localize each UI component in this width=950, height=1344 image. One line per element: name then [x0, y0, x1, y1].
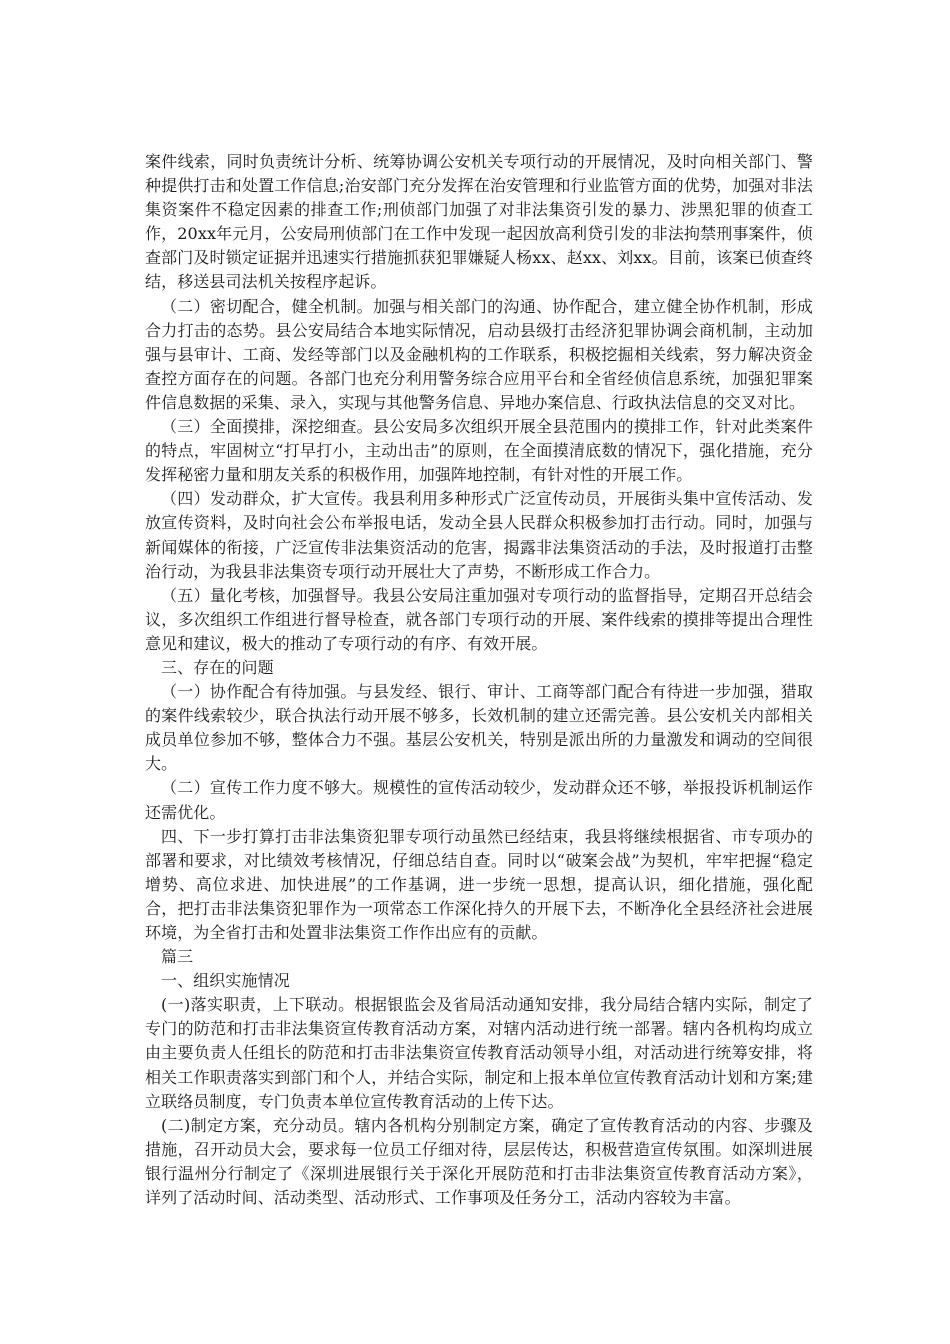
paragraph-12: (一)落实职责，上下联动。根据银监会及省局活动通知安排，我分局结合辖内实际，制定了专门的防范和打击非法集资宣传教育活动方案，对辖内活动进行统一部署。辖内各机构均成立由主要负责人任组长的防范和打击非法集资宣传教育活动领导小组，对活动进行统筹安排，将相关工作职责落实到部门和个人，并结合实际，制定和上报本单位宣传教育活动计划和方案;建立联络员制度，专门负责本单位宣传教育活动的上传下达。: [145, 995, 813, 1111]
paragraph-1: 案件线索，同时负责统计分析、统筹协调公安机关专项行动的开展情况，及时向相关部门、警种提供打击和处置工作信息;治安部门充分发挥在治安管理和行业监管方面的优势，加强对非法集资案件不稳定因素的排查工作;刑侦部门加强了对非法集资引发的暴力、涉黑犯罪的侦查工作，20xx年元月，公安局刑侦部门在工作中发现一起因放高利贷引发的非法拘禁刑事案件，侦查部门及时锁定证据并迅速实行措施抓获犯罪嫌疑人杨xx、赵xx、刘xx。目前，该案已侦查终结，移送县司法机关按程序起诉。: [145, 152, 813, 292]
paragraph-3: （三）全面摸排，深挖细查。县公安局多次组织开展全县范围内的摸排工作，针对此类案件的特点，牢固树立“打早打小，主动出击”的原则，在全面摸清底数的情况下，强化措施，充分发挥秘密力量和朋友关系的积极作用，加强阵地控制，有针对性的开展工作。: [145, 417, 813, 485]
paragraph-4: （四）发动群众，扩大宣传。我县利用多种形式广泛宣传动员，开展街头集中宣传活动、发放宣传资料，及时向社会公布举报电话，发动全县人民群众积极参加打击行动。同时，加强与新闻媒体的衔接，广泛宣传非法集资活动的危害，揭露非法集资活动的手法，及时报道打击整治行动，为我县非法集资专项行动开展壮大了声势，不断形成工作合力。: [145, 489, 813, 581]
paragraph-7: （一）协作配合有待加强。与县发经、银行、审计、工商等部门配合有待进一步加强，猎取的案件线索较少，联合执法行动开展不够多，长效机制的建立还需完善。县公安机关内部相关成员单位参加不够，整体合力不强。基层公安机关，特别是派出所的力量激发和调动的空间很大。: [145, 682, 813, 774]
paragraph-5: （五）量化考核，加强督导。我县公安局注重加强对专项行动的监督指导，定期召开总结会议，多次组织工作组进行督导检查，就各部门专项行动的开展、案件线索的摸排等提出合理性意见和建议，极大的推动了专项行动的有序、有效开展。: [145, 585, 813, 653]
section-heading-part-three: 篇三: [161, 947, 194, 967]
section-heading-problems: 三、存在的问题: [161, 657, 274, 677]
paragraph-2: （二）密切配合，健全机制。加强与相关部门的沟通、协作配合，建立健全协作机制，形成合力打击的态势。县公安局结合本地实际情况，启动县级打击经济犯罪协调会商机制，主动加强与县审计、工商、发经等部门以及金融机构的工作联系，积极挖掘相关线索，努力解决资金查控方面存在的问题。各部门也充分利用警务综合应用平台和全省经侦信息系统，加强犯罪案件信息数据的采集、录入，实现与其他警务信息、异地办案信息、行政执法信息的交叉对比。: [145, 296, 813, 412]
paragraph-8: （二）宣传工作力度不够大。规模性的宣传活动较少，发动群众还不够，举报投诉机制运作还需优化。: [145, 778, 813, 822]
paragraph-9: 四、下一步打算打击非法集资犯罪专项行动虽然已经结束，我县将继续根据省、市专项办的部署和要求，对比绩效考核情况，仔细总结自查。同时以“破案会战”为契机，牢牢把握“稳定增势、高位求进、加快进展”的工作基调，进一步统一思想，提高认识，细化措施，强化配合，把打击非法集资犯罪作为一项常态工作深化持久的开展下去，不断净化全县经济社会进展环境，为全省打击和处置非法集资工作作出应有的贡献。: [145, 826, 813, 942]
paragraph-13: (二)制定方案，充分动员。辖内各机构分别制定方案，确定了宣传教育活动的内容、步骤及措施，召开动员大会，要求每一位员工仔细对待，层层传达，积极营造宣传氛围。如深圳进展银行温州分行制定了《深圳进展银行关于深化开展防范和打击非法集资宣传教育活动方案》，详列了活动时间、活动类型、活动形式、工作事项及任务分工，活动内容较为丰富。: [145, 1115, 813, 1208]
document-body: [145, 150, 813, 1210]
section-heading-implementation: 一、组织实施情况: [161, 971, 290, 991]
